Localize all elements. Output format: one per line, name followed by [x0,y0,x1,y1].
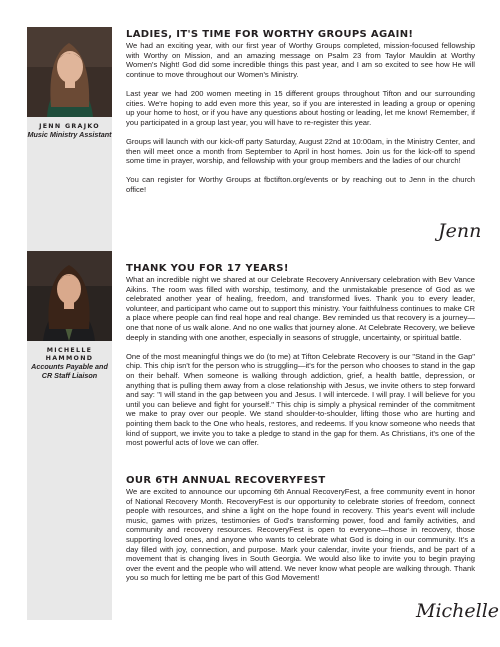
staff-role: Accounts Payable and CR Staff Liaison [31,362,108,380]
staff-caption-michelle [27,347,112,380]
article-recoveryfest [126,475,475,593]
article-worthy-groups [126,29,475,204]
paragraph: We had an exciting year, with our first year of Worthy Groups completed, mission-focused fellowship with Worthy on Mission, and an amazing message on Psalm 23 from Taylor Mauldin at Worthy Women's Night! God did some incredible things this past year, and I am so excited to see how He will continue to move throughout our Women's Ministry. [126,41,475,79]
section-heading: OUR 6TH ANNUAL RECOVERYFEST [126,475,326,486]
paragraph: One of the most meaningful things we do (to me) at Tifton Celebrate Recovery is our "Stand in the Gap" chip. This chip isn't for the person who is struggling—it's for the person who chooses to stand in the gap on their behalf. When someone is walking through addiction, grief, a health battle, depression, or anything that is pulling them away from a close relationship with Jesus, we invite others to step forward and say: "I will stand in the gap between you and Jesus. I will intercede. I will pray. I will believe for you until you can believe and fight for yourself." This chip is simply a physical reminder of the commitment we make to pray over our people. We stand shoulder-to-shoulder, lifting those who are hurting and pointing them back to the One who heals, restores, and redeems. If you know someone who needs that kind of support, we invite you to take a pledge to stand in the gap for them. As Christians, it's one of the most powerful acts of love we can offer. [126,351,475,448]
staff-photo-jenn [27,27,112,117]
section-heading: LADIES, IT'S TIME FOR WORTHY GROUPS AGAIN! [126,29,414,40]
staff-name: MICHELLE HAMMOND [45,347,94,362]
staff-name: JENN GRAJKO [39,123,100,130]
paragraph: We are excited to announce our upcoming 6th Annual RecoveryFest, a free community event in honor of National Recovery Month. RecoveryFest is our opportunity to celebrate stories of freedom, connect people with resources, and shine a light on the hope found in recovery. This year's event will include music, games with prizes, testimonies of God's transforming power, food and family activities, and community and recovery resources. RecoveryFest is open to everyone—those in recovery, those supporting loved ones, and anyone who wants to celebrate what God is doing in our community. It's a day filled with joy, connection, and purpose. Mark your calendar, invite your friends, and be part of a movement that is changing lives in South Georgia. We would also like to invite you to begin praying over the event and the people who will attend. We never know what people are walking through. Thank you so much for letting me be part of this God Movement! [126,487,475,583]
staff-photo-michelle [27,251,112,341]
signature-michelle: Michelle [416,600,500,622]
paragraph: You can register for Worthy Groups at fbctifton.org/events or by reaching out to Jenn in the church office! [126,175,475,194]
staff-caption-jenn [27,123,112,140]
section-heading: THANK YOU FOR 17 YEARS! [126,263,289,274]
paragraph: What an incredible night we shared at our Celebrate Recovery Anniversary celebration with Bev Vance Aikins. The room was filled with worship, testimony, and the unmistakable presence of God as we celebrated another year of healing, freedom, and transformed lives. Thank you to every leader, volunteer, and participant who came out to support this ministry. Your faithfulness continues to make CR a place where people can find real hope and real change. Bev reminded us that recovery is a journey—one that none of us walk alone. And no one walks that journey alone. At Celebrate Recovery, we believe deeply in standing with one another, especially in seasons of struggle, uncertainty, or spiritual battle. [126,275,475,342]
paragraph: Groups will launch with our kick-off party Saturday, August 22nd at 10:00am, in the Ministry Center, and then will meet once a month from September to April in host homes. Join us for the kick-off to spend some time in prayer, worship, and fellowship with your group members and the ladies of our church! [126,136,475,166]
staff-role: Music Ministry Assistant [27,130,112,139]
paragraph: Last year we had 200 women meeting in 15 different groups throughout Tifton and our surrounding cities. We're hoping to add even more this year, so if you are interested in leading a group or opening up your home to host, or if you have any questions about hosting or leading, let me know! Remember, if you participated in a group last year, you will have to re-register this year. [126,88,475,127]
article-celebrate-recovery [126,263,475,457]
signature-jenn: Jenn [438,220,482,242]
